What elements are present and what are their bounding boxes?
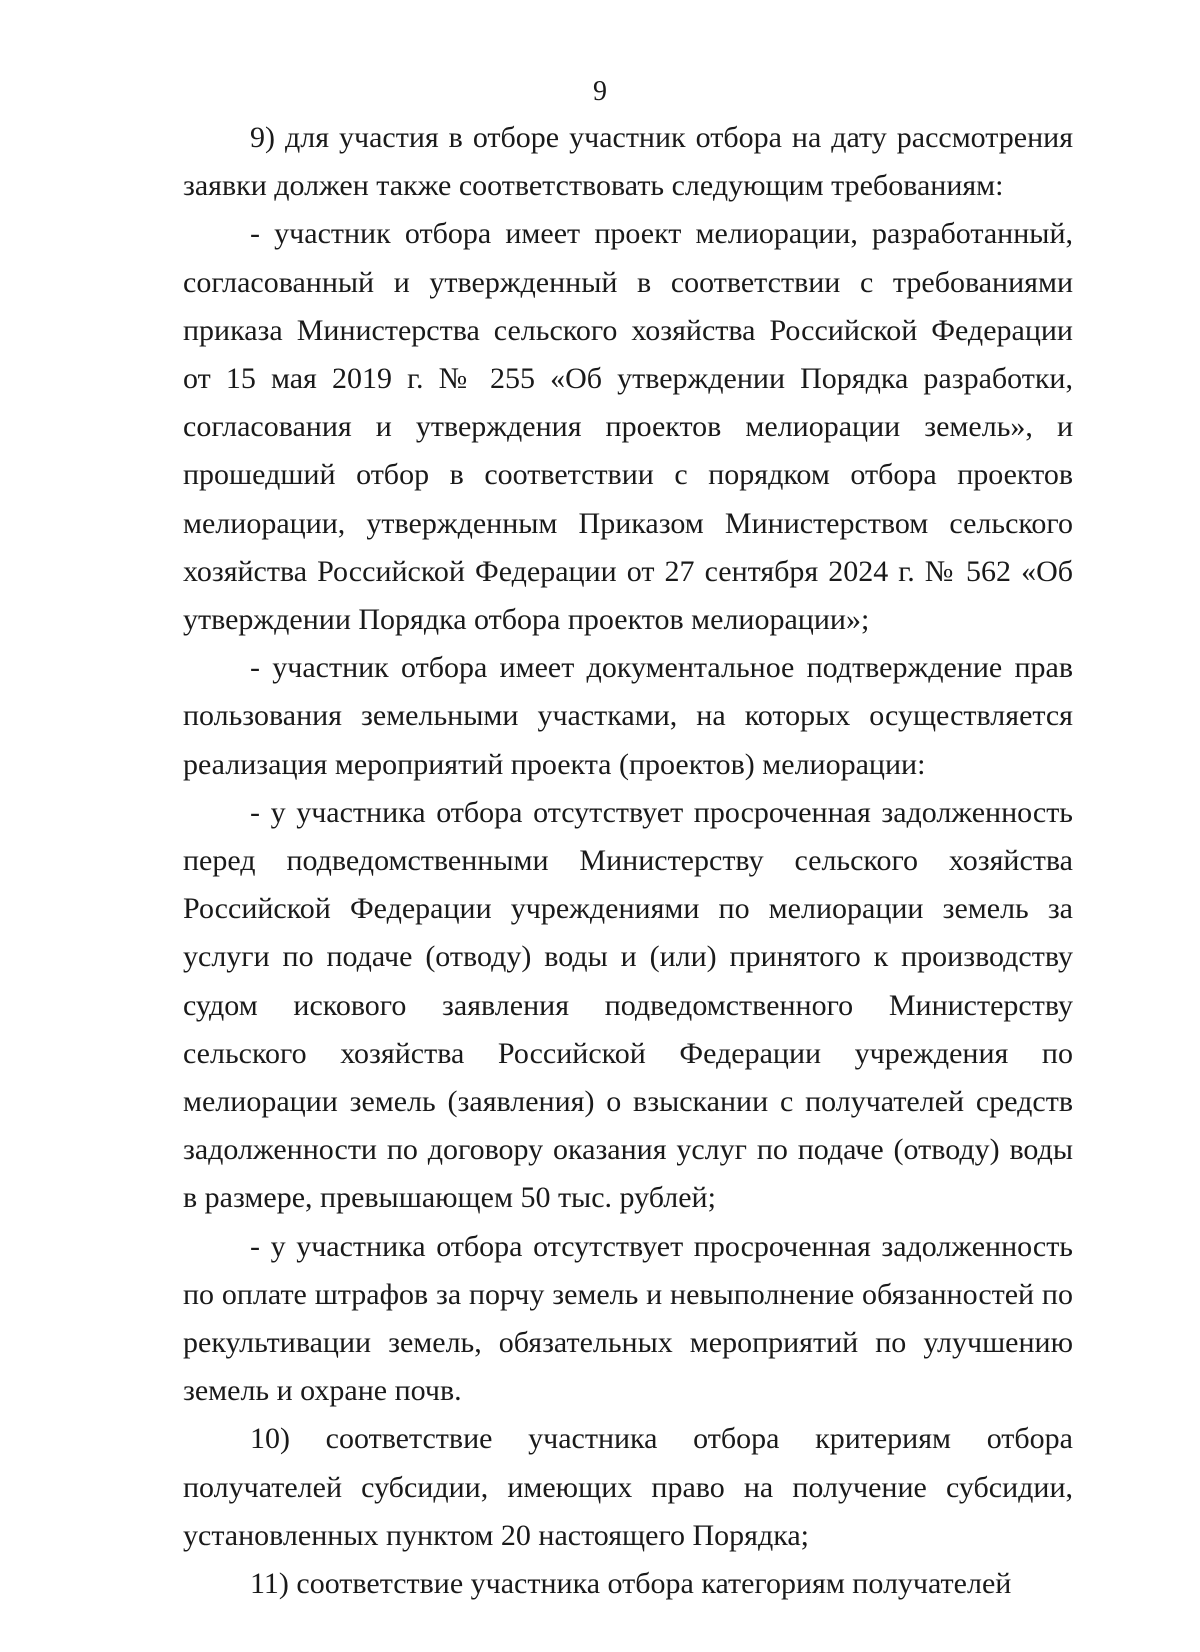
paragraph-land-rights: - участник отбора имеет документальное подтверждение прав пользования земельными участками, на которых осуществляется реализация мероприятий проекта (проектов) мелиорации: [183,651,1073,781]
paragraph-item-10: 10) соответствие участника отбора критериям отбора получателей субсидии, имеющих право на получение субсидии, установленных пунктом 20 настоящего Порядка; [183,1422,1073,1552]
paragraph-item-9: 9) для участия в отборе участник отбора на дату рассмотрения заявки должен также соответствовать следующим требованиям: [183,121,1073,203]
paragraph-fines-debt: - у участника отбора отсутствует просроченная задолженность по оплате штрафов за порчу земель и невыполнение обязанностей по рекультивации земель, обязательных мероприятий по улучшению земель и охране почв. [183,1229,1073,1408]
paragraph-item-11: 11) соответствие участника отбора категориям получателей [250,1567,1012,1601]
paragraph-melioration-project: - участник отбора имеет проект мелиорации, разработанный, согласованный и утвержденный в соответствии с требованиями приказа Министерства сельского хозяйства Российской Федерации от 15 мая 2019 г. № 255 «Об утверждении Порядка разработки, согласования и утверждения проектов мелиорации земель», и прошедший отбор в соответствии с порядком отбора проектов мелиорации, утвержденным Приказом Министерством сельского хозяйства Российской Федерации от 27 сентября 2024 г. № 562 «Об утверждении Порядка отбора проектов мелиорации»; [183,217,1073,637]
document-body [183,114,1073,1608]
paragraph-water-debt: - у участника отбора отсутствует просроченная задолженность перед подведомственными Министерству сельского хозяйства Российской Федерации учреждениями по мелиорации земель за услуги по подаче (отводу) воды и (или) принятого к производству судом искового заявления подведомственного Министерству сельского хозяйства Российской Федерации учреждения по мелиорации земель (заявления) о взыскании с получателей средств задолженности по договору оказания услуг по подаче (отводу) воды в размере, превышающем 50 тыс. рублей; [183,795,1073,1215]
page-number: 9 [593,76,607,107]
